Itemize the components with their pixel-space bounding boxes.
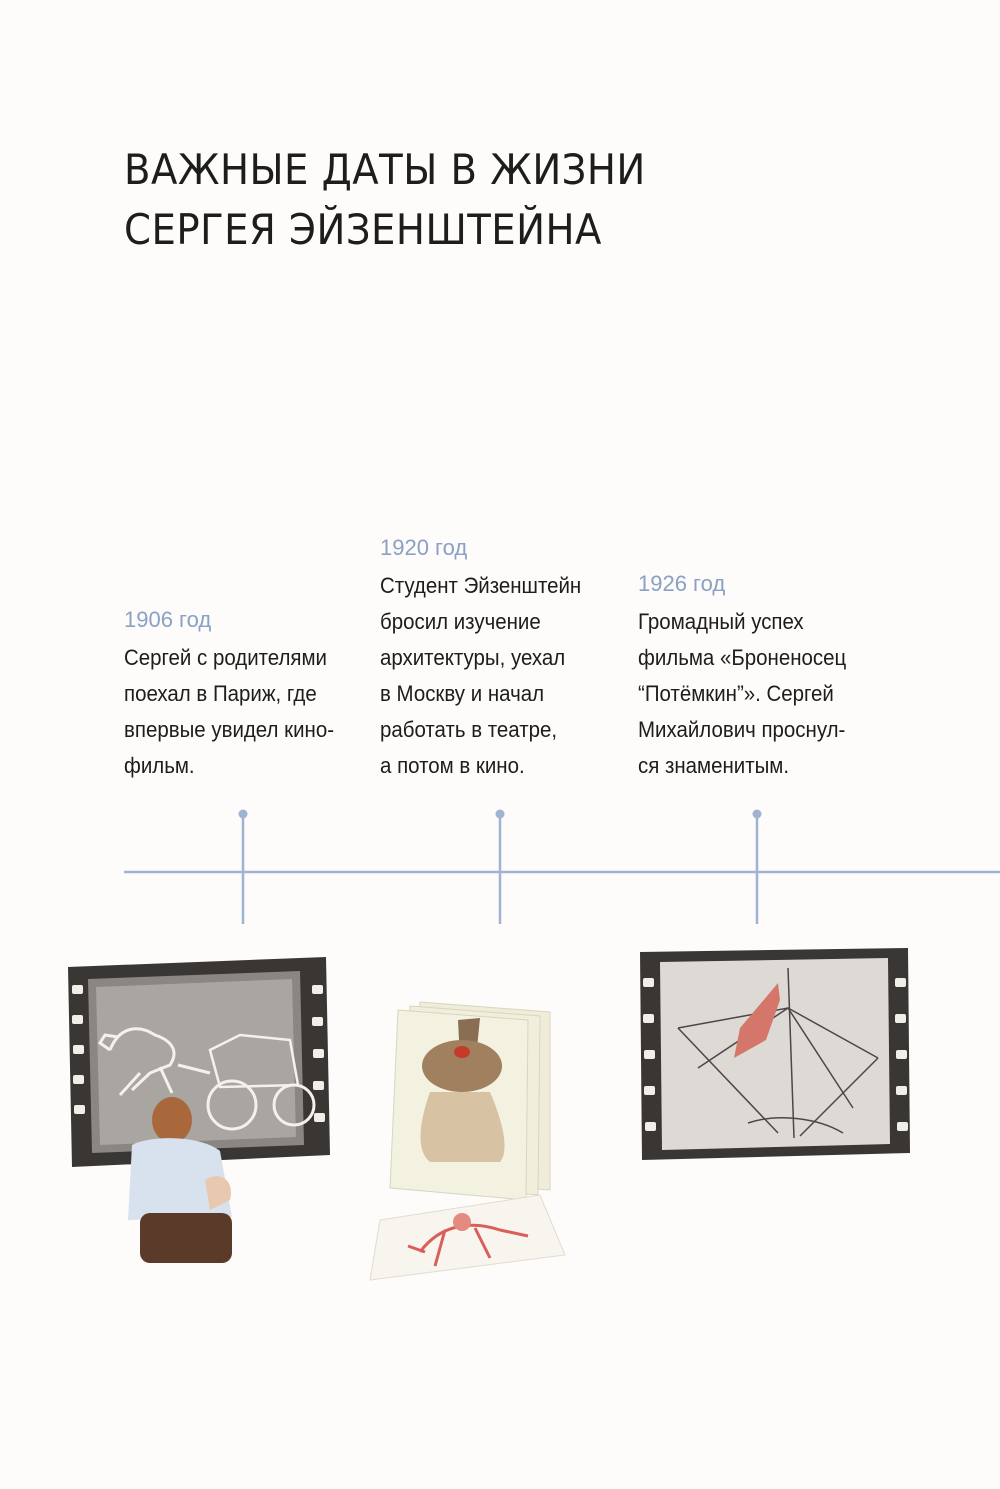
timeline-entry-1906 xyxy=(124,606,364,784)
timeline-marker-1906 xyxy=(239,810,248,925)
timeline-description: Студент Эйзенштейн бросил изучение архитектуры, уехал в Москву и начал работать в театре, а потом в кино. xyxy=(380,573,582,778)
red-sketch-card-icon xyxy=(370,1195,565,1280)
timeline-axis xyxy=(0,800,1000,930)
page-title-line-1: ВАЖНЫЕ ДАТЫ В ЖИЗНИ xyxy=(124,145,646,194)
page-title xyxy=(124,140,646,260)
battleship-film-illustration xyxy=(638,948,913,1163)
timeline-year: 1906 год xyxy=(124,607,212,632)
timeline-entry-1926 xyxy=(638,570,878,784)
theatre-sketches-illustration xyxy=(350,990,575,1285)
timeline-year: 1926 год xyxy=(638,571,726,596)
timeline-marker-1920 xyxy=(496,810,505,925)
timeline-year: 1920 год xyxy=(380,535,468,560)
page-title-line-2: СЕРГЕЯ ЭЙЗЕНШТЕЙНА xyxy=(124,205,602,254)
film-frame-icon xyxy=(68,957,330,1167)
timeline-description: Сергей с родителями поехал в Париж, где впервые увидел кино- фильм. xyxy=(124,645,335,778)
timeline-description: Громадный успех фильма «Броненосец “Потёмкин”». Сергей Михайлович проснул- ся знаменитым. xyxy=(638,609,847,778)
timeline-marker-1926 xyxy=(753,810,762,925)
boy-watching-film-illustration xyxy=(60,955,335,1275)
timeline-entry-1920 xyxy=(380,534,620,784)
